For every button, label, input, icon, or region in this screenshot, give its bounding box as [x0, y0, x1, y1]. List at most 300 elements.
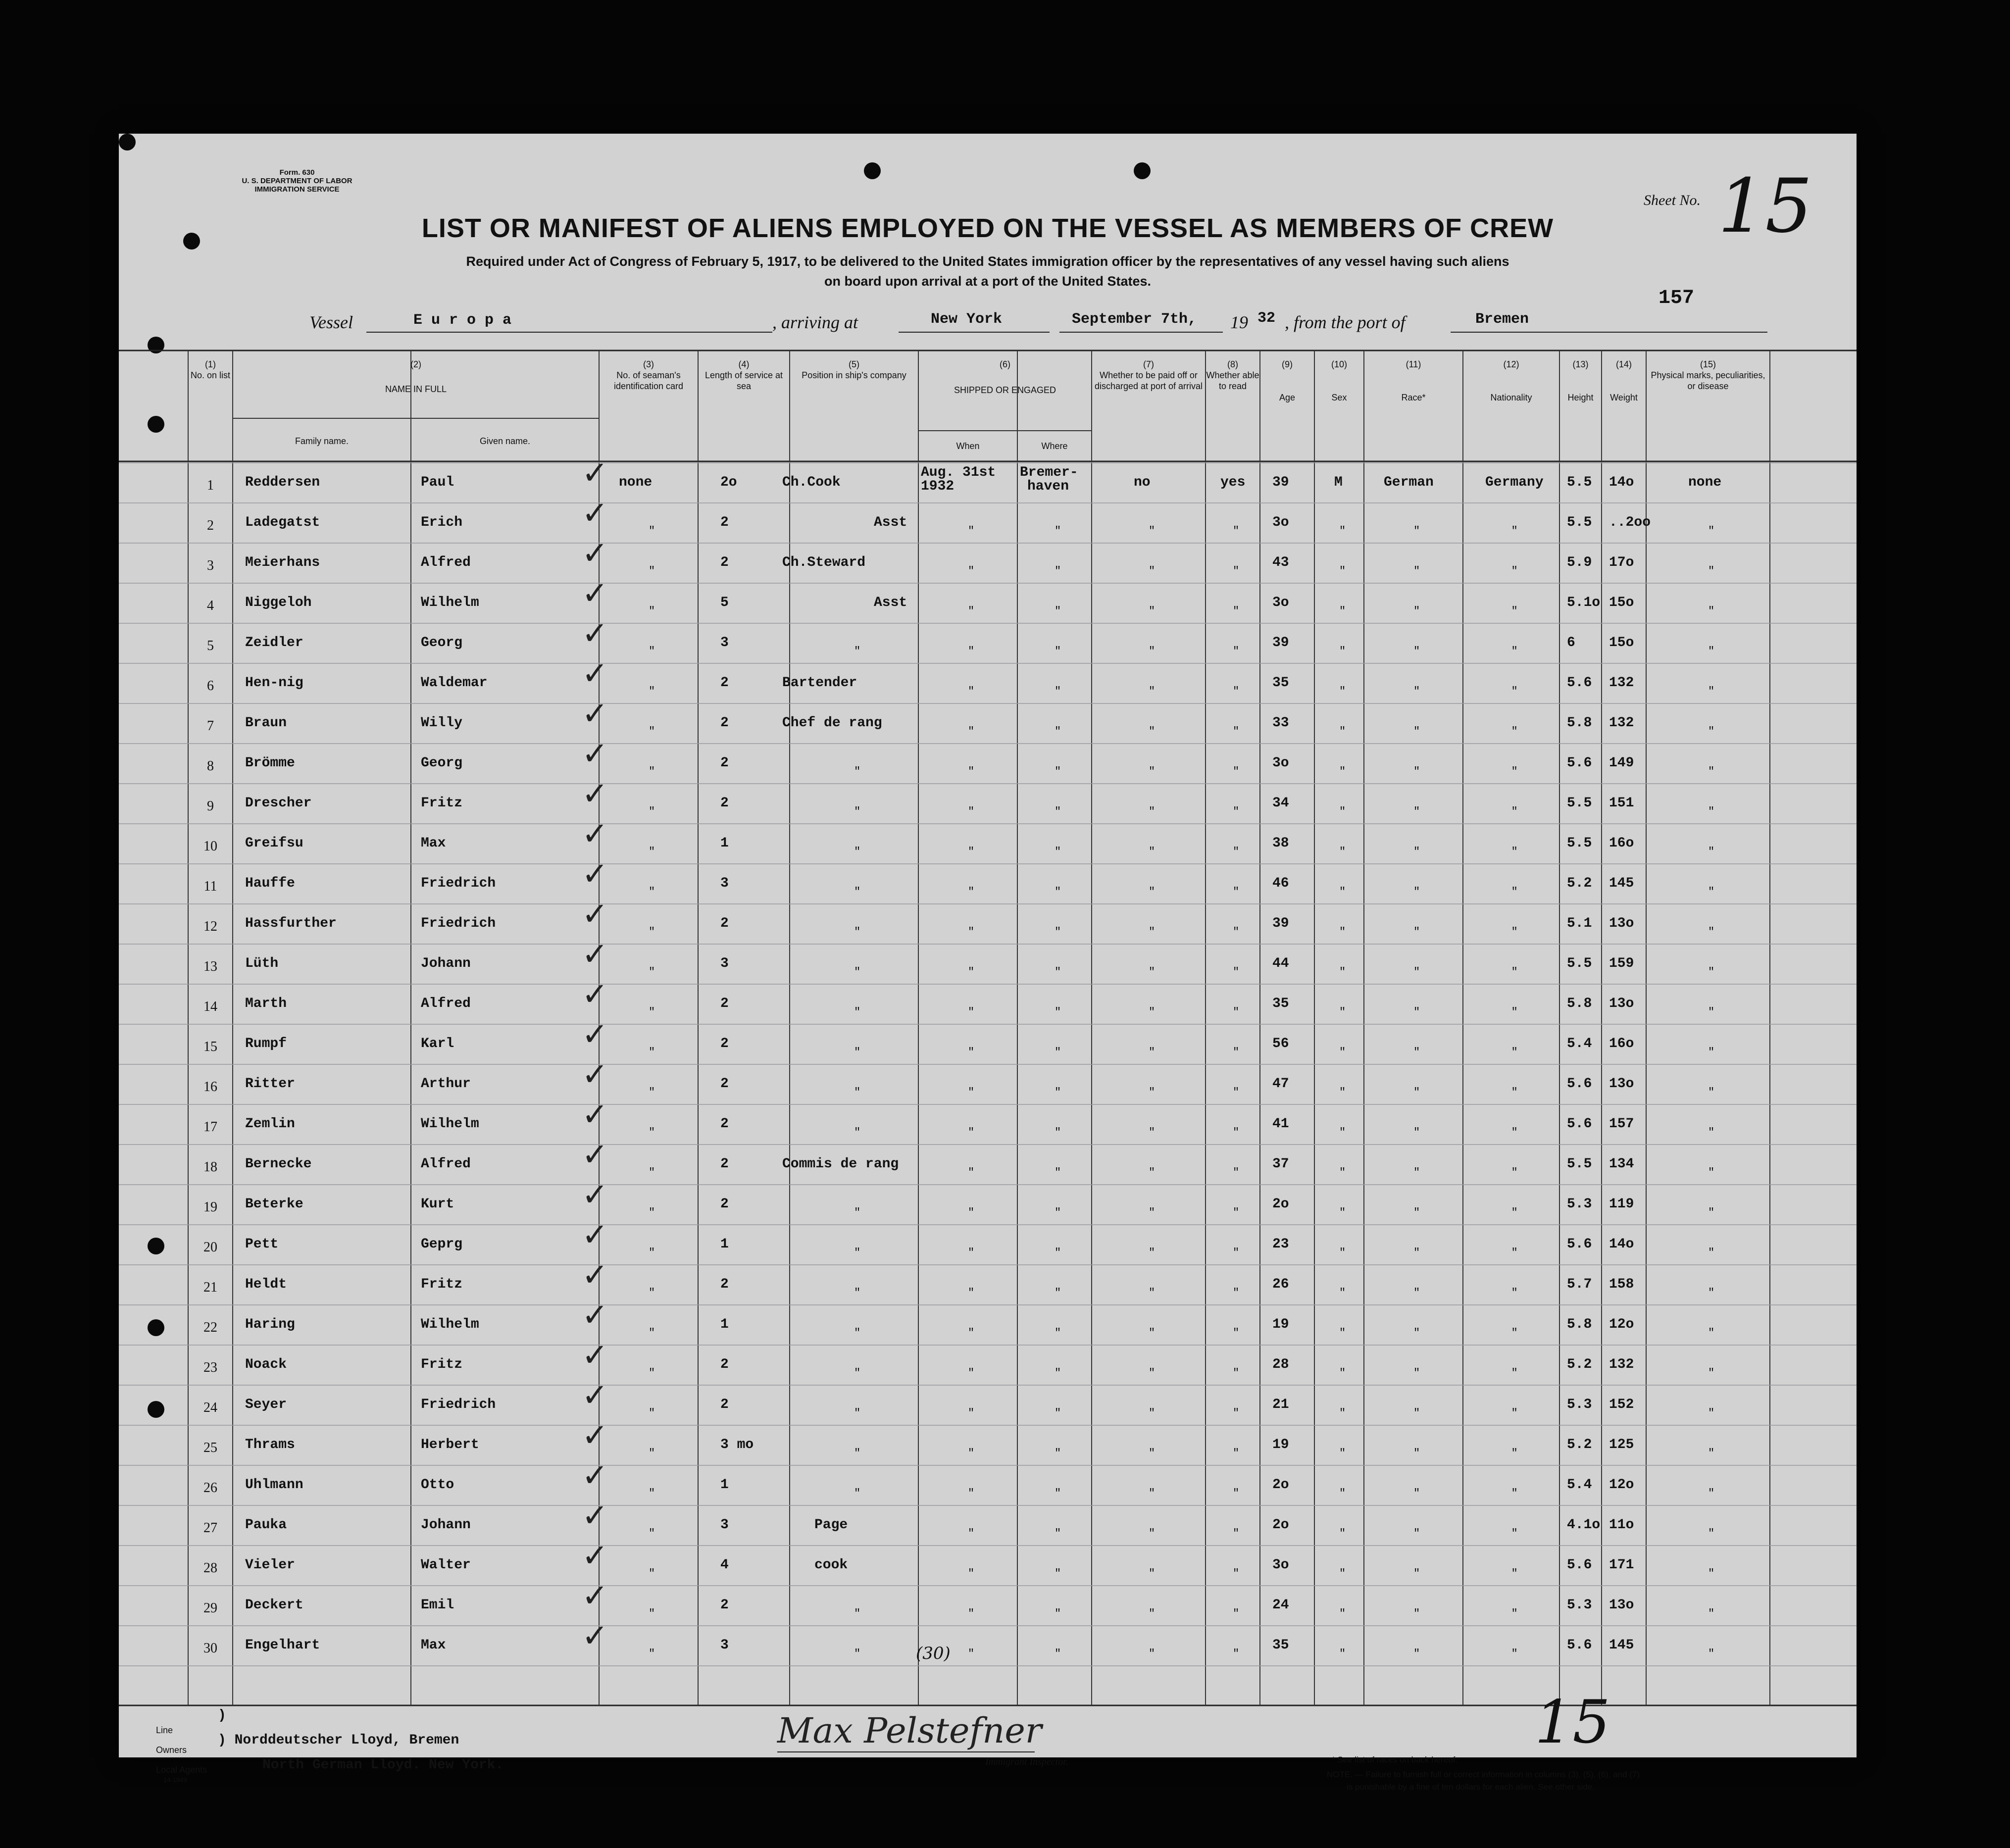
- ditto-mark: ": [1511, 1607, 1518, 1620]
- age: 24: [1272, 1598, 1289, 1613]
- ditto-mark: ": [1413, 1287, 1420, 1299]
- ditto-mark: ": [1708, 886, 1715, 898]
- ditto-mark: ": [1233, 1527, 1240, 1540]
- inspector-signature: Max Pelstefner: [777, 1710, 1042, 1751]
- row-number: 10: [203, 839, 217, 854]
- ditto-mark: ": [968, 645, 975, 657]
- ditto-mark: ": [968, 1648, 975, 1660]
- ditto-mark: ": [1708, 1287, 1715, 1299]
- from-label: , from the port of: [1285, 312, 1406, 332]
- ditto-mark: ": [968, 966, 975, 978]
- family-name: Braun: [245, 715, 287, 731]
- check-mark: ✓: [582, 1097, 608, 1133]
- ditto-mark: ": [1708, 1327, 1715, 1339]
- family-name: Ladegatst: [245, 515, 320, 530]
- ditto-mark: ": [1413, 565, 1420, 577]
- ditto-mark: ": [649, 886, 655, 898]
- weight: 16o: [1609, 836, 1634, 851]
- ditto-mark: ": [968, 1447, 975, 1459]
- family-name: Bernecke: [245, 1156, 312, 1172]
- ditto-mark: ": [649, 565, 655, 577]
- ditto-mark: ": [1511, 645, 1518, 657]
- ditto-mark: ": [1339, 605, 1346, 617]
- ditto-mark: ": [968, 926, 975, 938]
- local-agents-label: Local Agents: [156, 1765, 207, 1775]
- given-name: Otto: [421, 1477, 454, 1493]
- ditto-mark: ": [1339, 525, 1346, 537]
- ditto-mark: ": [1413, 1327, 1420, 1339]
- given-name: Wilhelm: [421, 1317, 479, 1332]
- given-name: Alfred: [421, 1156, 471, 1172]
- height: 5.5: [1567, 956, 1592, 971]
- ditto-mark: ": [1149, 1126, 1156, 1139]
- ditto-mark: ": [1233, 1487, 1240, 1499]
- ditto-mark: ": [968, 1527, 975, 1540]
- ditto-mark: ": [968, 1327, 975, 1339]
- ditto-mark: ": [968, 1247, 975, 1259]
- ditto-mark: ": [1708, 565, 1715, 577]
- length-of-service: 2: [720, 675, 729, 691]
- ditto-mark: ": [854, 1648, 861, 1660]
- ditto-mark: ": [1339, 765, 1346, 778]
- length-of-service: 2: [720, 515, 729, 530]
- length-of-service: 2: [720, 1197, 729, 1212]
- given-name: Karl: [421, 1036, 454, 1051]
- weight: 159: [1609, 956, 1634, 971]
- ditto-mark: ": [1149, 1327, 1156, 1339]
- given-name: Georg: [421, 635, 463, 650]
- local-agents-value: North German Lloyd. New York.: [262, 1757, 504, 1773]
- ditto-mark: ": [1149, 1287, 1156, 1299]
- height: 5.5: [1567, 836, 1592, 851]
- ditto-mark: ": [854, 645, 861, 657]
- weight: 132: [1609, 1357, 1634, 1372]
- row-number: 12: [203, 919, 217, 934]
- length-of-service: 1: [720, 1237, 729, 1252]
- length-of-service: 2: [720, 916, 729, 931]
- row-number: 15: [203, 1039, 217, 1054]
- given-name: Willy: [421, 715, 463, 731]
- ditto-mark: ": [1149, 1607, 1156, 1620]
- ditto-mark: ": [1413, 1567, 1420, 1580]
- ditto-mark: ": [1413, 765, 1420, 778]
- check-mark: ✓: [582, 1297, 608, 1334]
- check-mark: ✓: [582, 976, 608, 1013]
- length-of-service: 2: [720, 1397, 729, 1412]
- ditto-mark: ": [1413, 886, 1420, 898]
- ditto-mark: ": [1149, 685, 1156, 698]
- ditto-mark: ": [649, 765, 655, 778]
- length-of-service: 5: [720, 595, 729, 610]
- ditto-mark: ": [1055, 605, 1061, 617]
- ditto-mark: ": [1149, 1567, 1156, 1580]
- ditto-mark: ": [968, 1006, 975, 1018]
- arrival-year: 32: [1257, 310, 1276, 327]
- check-mark: ✓: [582, 816, 608, 852]
- col-6-header: (6) SHIPPED OR ENGAGED: [954, 359, 1056, 395]
- position: Ch.Steward: [782, 555, 866, 570]
- weight: 13o: [1609, 916, 1634, 931]
- position: Page: [814, 1517, 848, 1533]
- ditto-mark: ": [1055, 1166, 1061, 1179]
- length-of-service: 2: [720, 1598, 729, 1613]
- height: 5.6: [1567, 755, 1592, 771]
- ditto-mark: ": [1413, 1648, 1420, 1660]
- age: 3o: [1272, 595, 1289, 610]
- age: 28: [1272, 1357, 1289, 1372]
- check-mark: ✓: [582, 1337, 608, 1374]
- ditto-mark: ": [1339, 846, 1346, 858]
- ditto-mark: ": [1413, 525, 1420, 537]
- ditto-mark: ": [1149, 966, 1156, 978]
- ditto-mark: ": [649, 966, 655, 978]
- ditto-mark: ": [1413, 1166, 1420, 1179]
- owners-label: Owners: [156, 1745, 187, 1755]
- ditto-mark: ": [1233, 765, 1240, 778]
- ditto-mark: ": [1233, 1607, 1240, 1620]
- ditto-mark: ": [854, 1447, 861, 1459]
- length-of-service: 3: [720, 876, 729, 891]
- row-number: 30: [203, 1641, 217, 1656]
- ditto-mark: ": [1055, 1648, 1061, 1660]
- height: 5.2: [1567, 1437, 1592, 1452]
- given-name: Georg: [421, 755, 463, 771]
- ditto-mark: ": [1413, 1607, 1420, 1620]
- ditto-mark: ": [1511, 1287, 1518, 1299]
- length-of-service: 2: [720, 1076, 729, 1092]
- ditto-mark: ": [1511, 1487, 1518, 1499]
- ditto-mark: ": [649, 1287, 655, 1299]
- row-number: 29: [203, 1600, 217, 1616]
- ditto-mark: ": [1233, 1086, 1240, 1099]
- ditto-mark: ": [1708, 1247, 1715, 1259]
- family-name: Niggeloh: [245, 595, 312, 610]
- ditto-mark: ": [1511, 565, 1518, 577]
- row-number: 9: [207, 799, 214, 814]
- ditto-mark: ": [1708, 525, 1715, 537]
- row-number: 24: [203, 1400, 217, 1415]
- ditto-mark: ": [854, 966, 861, 978]
- ditto-mark: ": [1149, 565, 1156, 577]
- subtitle-line-1: Required under Act of Congress of February 5, 1917, to be delivered to the United States immigration officer by the representatives of any vessel having such aliens: [466, 254, 1509, 269]
- family-name: Beterke: [245, 1197, 303, 1212]
- ditto-mark: ": [1233, 1367, 1240, 1379]
- ditto-mark: ": [968, 565, 975, 577]
- ditto-mark: ": [1149, 1487, 1156, 1499]
- ditto-mark: ": [649, 1086, 655, 1099]
- ditto-mark: ": [1708, 765, 1715, 778]
- row-number: 5: [207, 638, 214, 653]
- row-number: 4: [207, 598, 214, 613]
- ditto-mark: ": [1708, 685, 1715, 698]
- ditto-mark: ": [1233, 685, 1240, 698]
- family-name: Hen-nig: [245, 675, 303, 691]
- ditto-mark: ": [1339, 1126, 1346, 1139]
- ditto-mark: ": [649, 1607, 655, 1620]
- ditto-mark: ": [1055, 725, 1061, 738]
- ditto-mark: ": [1413, 605, 1420, 617]
- sex: M: [1334, 475, 1343, 490]
- ditto-mark: ": [649, 685, 655, 698]
- height: 5.3: [1567, 1197, 1592, 1212]
- ditto-mark: ": [1055, 1567, 1061, 1580]
- ditto-mark: ": [1233, 605, 1240, 617]
- position: Asst: [874, 515, 907, 530]
- ditto-mark: ": [968, 1206, 975, 1219]
- row-number: 19: [203, 1199, 217, 1215]
- arriving-label: , arriving at: [772, 312, 858, 332]
- ditto-mark: ": [649, 525, 655, 537]
- ditto-mark: ": [1708, 1046, 1715, 1058]
- height: 5.6: [1567, 675, 1592, 691]
- ditto-mark: ": [1055, 846, 1061, 858]
- ditto-mark: ": [854, 1006, 861, 1018]
- ditto-mark: ": [1149, 1247, 1156, 1259]
- ditto-mark: ": [649, 1166, 655, 1179]
- check-mark: ✓: [582, 936, 608, 973]
- height: 5.3: [1567, 1397, 1592, 1412]
- row-number: 28: [203, 1560, 217, 1576]
- ditto-mark: ": [649, 725, 655, 738]
- family-name: Pett: [245, 1237, 279, 1252]
- height: 5.7: [1567, 1277, 1592, 1292]
- ditto-mark: ": [968, 765, 975, 778]
- row-number: 16: [203, 1079, 217, 1095]
- check-mark: ✓: [582, 696, 608, 732]
- ditto-mark: ": [649, 1046, 655, 1058]
- check-mark: ✓: [582, 1538, 608, 1574]
- weight: 15o: [1609, 595, 1634, 610]
- shipped-when-line-1: Aug. 31st: [921, 465, 996, 480]
- check-mark: ✓: [582, 495, 608, 532]
- ditto-mark: ": [1413, 1206, 1420, 1219]
- position: Asst: [874, 595, 907, 610]
- length-of-service: 2: [720, 796, 729, 811]
- ditto-mark: ": [649, 1648, 655, 1660]
- length-of-service: 2: [720, 755, 729, 771]
- ditto-mark: ": [1149, 725, 1156, 738]
- family-name: Zeidler: [245, 635, 303, 650]
- weight: 151: [1609, 796, 1634, 811]
- ditto-mark: ": [649, 1407, 655, 1419]
- total-count-note: (30): [916, 1644, 951, 1663]
- ditto-mark: ": [1339, 645, 1346, 657]
- ditto-mark: ": [1708, 1567, 1715, 1580]
- ditto-mark: ": [1708, 645, 1715, 657]
- ditto-mark: ": [1413, 926, 1420, 938]
- nationality: Germany: [1485, 475, 1544, 490]
- shipped-where-line-1: Bremer-: [1020, 465, 1078, 480]
- age: 56: [1272, 1036, 1289, 1051]
- ditto-mark: ": [1413, 805, 1420, 818]
- ditto-mark: ": [854, 1206, 861, 1219]
- race: German: [1384, 475, 1434, 490]
- weight: 13o: [1609, 996, 1634, 1011]
- ditto-mark: ": [1055, 1247, 1061, 1259]
- family-name: Hassfurther: [245, 916, 337, 931]
- ditto-mark: ": [1233, 1648, 1240, 1660]
- position: Chef de rang: [782, 715, 882, 731]
- length-of-service: 2: [720, 715, 729, 731]
- ditto-mark: ": [1149, 1086, 1156, 1099]
- ditto-mark: ": [1055, 1487, 1061, 1499]
- height: 6: [1567, 635, 1575, 650]
- ditto-mark: ": [854, 1607, 861, 1620]
- weight: 14o: [1609, 475, 1634, 490]
- col-6b-header: Where: [1041, 441, 1068, 451]
- age: 3o: [1272, 515, 1289, 530]
- ditto-mark: ": [1511, 966, 1518, 978]
- row-number: 11: [203, 879, 217, 894]
- given-name: Waldemar: [421, 675, 488, 691]
- row-number: 8: [207, 758, 214, 774]
- family-name: Engelhart: [245, 1638, 320, 1653]
- family-name: Drescher: [245, 796, 312, 811]
- height: 5.8: [1567, 996, 1592, 1011]
- age: 26: [1272, 1277, 1289, 1292]
- ditto-mark: ": [1149, 926, 1156, 938]
- family-name: Deckert: [245, 1598, 303, 1613]
- ditto-mark: ": [1233, 1046, 1240, 1058]
- row-number: 18: [203, 1159, 217, 1175]
- ditto-mark: ": [854, 846, 861, 858]
- physical-marks: none: [1688, 475, 1722, 490]
- vessel-label: Vessel: [309, 312, 353, 332]
- age: 41: [1272, 1116, 1289, 1132]
- ditto-mark: ": [1233, 565, 1240, 577]
- height: 5.5: [1567, 1156, 1592, 1172]
- ditto-mark: ": [968, 1046, 975, 1058]
- ditto-mark: ": [968, 685, 975, 698]
- ditto-mark: ": [1413, 685, 1420, 698]
- length-of-service: 1: [720, 1477, 729, 1493]
- col-2a-header: Family name.: [295, 436, 349, 446]
- row-number: 25: [203, 1440, 217, 1455]
- ditto-mark: ": [968, 886, 975, 898]
- age: 44: [1272, 956, 1289, 971]
- check-mark: ✓: [582, 1177, 608, 1213]
- position: Bartender: [782, 675, 857, 691]
- given-name: Alfred: [421, 996, 471, 1011]
- weight: 13o: [1609, 1076, 1634, 1092]
- position: cook: [814, 1557, 848, 1573]
- ditto-mark: ": [854, 765, 861, 778]
- col-10-header: (10) Sex: [1331, 359, 1347, 402]
- family-name: Marth: [245, 996, 287, 1011]
- weight: 145: [1609, 1638, 1634, 1653]
- ditto-mark: ": [854, 1287, 861, 1299]
- family-name: Meierhans: [245, 555, 320, 570]
- height: 5.6: [1567, 1237, 1592, 1252]
- ditto-mark: ": [1233, 1006, 1240, 1018]
- ditto-mark: ": [1149, 1166, 1156, 1179]
- row-number: 14: [203, 999, 217, 1014]
- height: 5.4: [1567, 1036, 1592, 1051]
- age: 21: [1272, 1397, 1289, 1412]
- height: 5.1: [1567, 916, 1592, 931]
- weight: 15o: [1609, 635, 1634, 650]
- weight: 12o: [1609, 1317, 1634, 1332]
- ditto-mark: ": [1149, 1046, 1156, 1058]
- ditto-mark: ": [1708, 1206, 1715, 1219]
- family-name: Vieler: [245, 1557, 295, 1573]
- ditto-mark: ": [1511, 1367, 1518, 1379]
- ditto-mark: ": [968, 1166, 975, 1179]
- height: 5.6: [1567, 1638, 1592, 1653]
- ditto-mark: ": [1233, 1206, 1240, 1219]
- height: 4.1o: [1567, 1517, 1601, 1533]
- ditto-mark: ": [1149, 1006, 1156, 1018]
- ditto-mark: ": [1511, 1206, 1518, 1219]
- ditto-mark: ": [1413, 645, 1420, 657]
- ditto-mark: ": [1233, 1287, 1240, 1299]
- ditto-mark: ": [1708, 1166, 1715, 1179]
- family-name: Rumpf: [245, 1036, 287, 1051]
- height: 5.1o: [1567, 595, 1601, 610]
- ditto-mark: ": [1511, 1648, 1518, 1660]
- age: 2o: [1272, 1197, 1289, 1212]
- ditto-mark: ": [854, 1487, 861, 1499]
- family-name: Hauffe: [245, 876, 295, 891]
- height: 5.6: [1567, 1076, 1592, 1092]
- length-of-service: 2: [720, 1277, 729, 1292]
- given-name: Alfred: [421, 555, 471, 570]
- ditto-mark: ": [1339, 725, 1346, 738]
- given-name: Walter: [421, 1557, 471, 1573]
- ditto-mark: ": [1339, 1206, 1346, 1219]
- given-name: Paul: [421, 475, 454, 490]
- check-mark: ✓: [582, 1137, 608, 1173]
- seaman-id-card: none: [619, 475, 653, 490]
- ditto-mark: ": [854, 805, 861, 818]
- ditto-mark: ": [968, 846, 975, 858]
- length-of-service: 1: [720, 1317, 729, 1332]
- position: Ch.Cook: [782, 475, 841, 490]
- ditto-mark: ": [1511, 1527, 1518, 1540]
- ditto-mark: ": [649, 1567, 655, 1580]
- family-name: Greifsu: [245, 836, 303, 851]
- check-mark: ✓: [582, 1578, 608, 1614]
- ditto-mark: ": [649, 805, 655, 818]
- row-number: 6: [207, 678, 214, 694]
- ditto-mark: ": [1413, 1527, 1420, 1540]
- ditto-mark: ": [1708, 926, 1715, 938]
- ditto-mark: ": [1339, 1327, 1346, 1339]
- age: 34: [1272, 796, 1289, 811]
- ditto-mark: ": [1511, 1126, 1518, 1139]
- ditto-mark: ": [1055, 805, 1061, 818]
- weight: 119: [1609, 1197, 1634, 1212]
- ditto-mark: ": [1708, 1367, 1715, 1379]
- ditto-mark: ": [1055, 886, 1061, 898]
- ditto-mark: ": [968, 1086, 975, 1099]
- age: 33: [1272, 715, 1289, 731]
- given-name: Emil: [421, 1598, 454, 1613]
- given-name: Max: [421, 836, 446, 851]
- sheet-label: Sheet No.: [1644, 192, 1701, 208]
- ditto-mark: ": [1233, 1447, 1240, 1459]
- ditto-mark: ": [1413, 1086, 1420, 1099]
- ditto-mark: ": [649, 645, 655, 657]
- ditto-mark: ": [1233, 805, 1240, 818]
- ditto-mark: ": [1149, 1367, 1156, 1379]
- ditto-mark: ": [649, 1367, 655, 1379]
- given-name: Friedrich: [421, 1397, 496, 1412]
- origin-port: Bremen: [1475, 311, 1529, 328]
- weight: 11o: [1609, 1517, 1634, 1533]
- check-mark: ✓: [582, 455, 608, 492]
- ditto-mark: ": [1413, 1126, 1420, 1139]
